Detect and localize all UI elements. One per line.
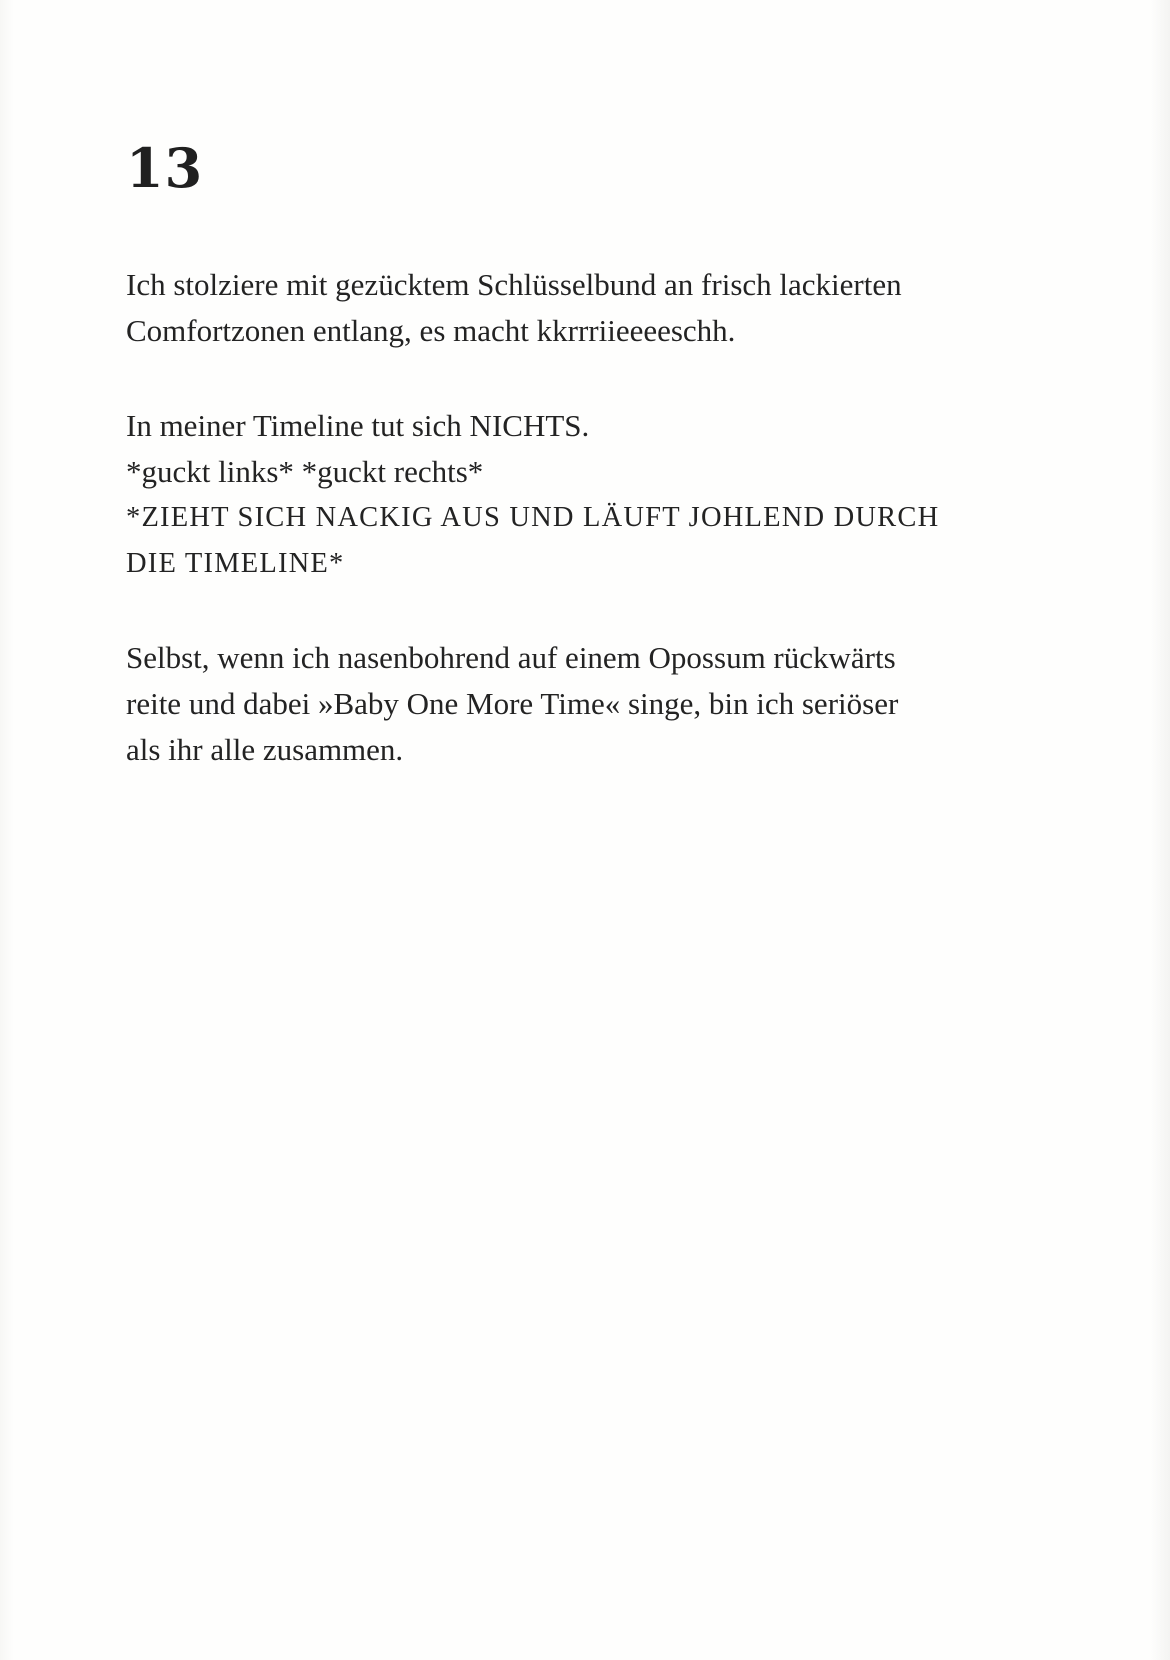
- text-line: als ihr alle zusammen.: [126, 732, 404, 767]
- paragraph-1: [126, 262, 1086, 354]
- text-line: Selbst, wenn ich nasenbohrend auf einem Opossum rückwärts: [126, 640, 896, 675]
- chapter-number: 13: [126, 136, 204, 200]
- paragraph-2: [126, 403, 1086, 587]
- text-line: reite und dabei »Baby One More Time« singe, bin ich seriöser: [126, 686, 899, 721]
- paragraph-3: [126, 635, 1086, 773]
- text-line: *ZIEHT SICH NACKIG AUS UND LÄUFT JOHLEND DURCH: [126, 502, 940, 533]
- text-line: Ich stolziere mit gezücktem Schlüsselbund an frisch lackierten: [126, 267, 902, 302]
- text-line: In meiner Timeline tut sich NICHTS.: [126, 408, 590, 443]
- text-line: DIE TIMELINE*: [126, 548, 345, 579]
- text-line: *guckt links* *guckt rechts*: [126, 454, 484, 489]
- text-line: Comfortzonen entlang, es macht kkrrriieeeeschh.: [126, 313, 736, 348]
